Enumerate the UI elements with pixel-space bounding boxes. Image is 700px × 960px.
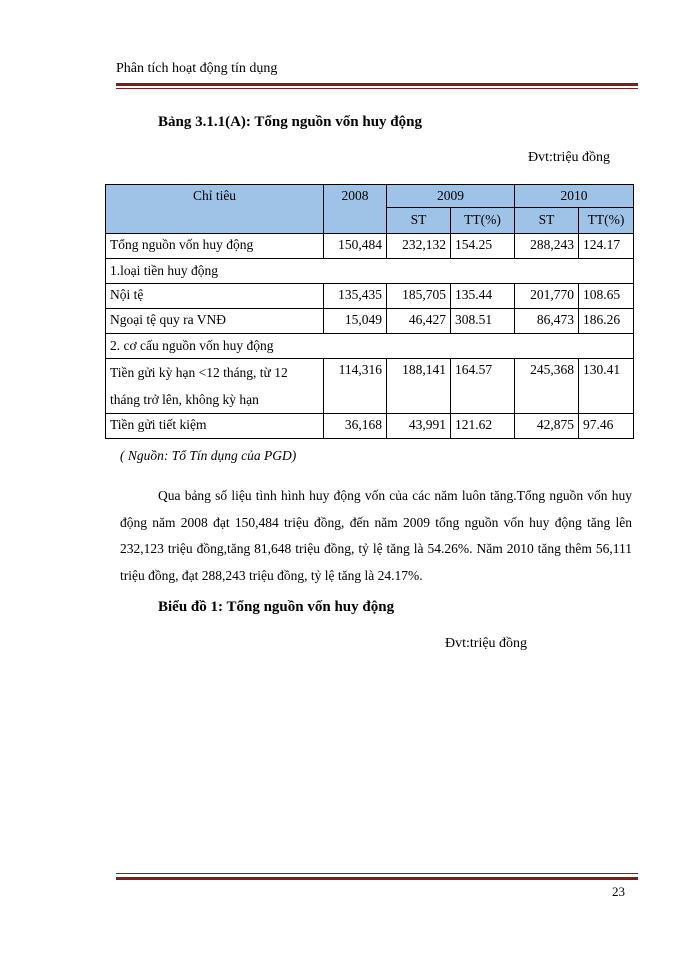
cell-st-2010: 42,875 xyxy=(515,414,579,439)
table-header-row xyxy=(106,185,634,208)
row-label: Tổng nguồn vốn huy động xyxy=(106,234,324,259)
table-row xyxy=(106,234,634,259)
section-label: 1.loại tiền huy động xyxy=(106,259,634,284)
cell-st-2009: 185,705 xyxy=(387,284,451,309)
cell-st-2010: 201,770 xyxy=(515,284,579,309)
row-label: Nội tệ xyxy=(106,284,324,309)
cell-tt-2009: 154.25 xyxy=(451,234,515,259)
cell-tt-2009: 121.62 xyxy=(451,414,515,439)
chart-title: Biểu đồ 1: Tổng nguồn vốn huy động xyxy=(158,599,395,615)
page-number: 23 xyxy=(612,884,625,899)
cell-tt-2010: 186.26 xyxy=(579,309,634,334)
row-label: Ngoại tệ quy ra VNĐ xyxy=(106,309,324,334)
table-section-row xyxy=(106,259,634,284)
header-year-2010: 2010 xyxy=(515,185,634,208)
cell-st-2009: 188,141 xyxy=(387,359,451,414)
cell-tt-2010: 108.65 xyxy=(579,284,634,309)
header-st-2009: ST xyxy=(387,208,451,234)
header-rule-thick xyxy=(116,83,638,86)
cell-st-2009: 232,132 xyxy=(387,234,451,259)
cell-tt-2010: 97.46 xyxy=(579,414,634,439)
cell-st-2010: 288,243 xyxy=(515,234,579,259)
header-tt-2010: TT(%) xyxy=(579,208,634,234)
cell-2008: 114,316 xyxy=(324,359,387,414)
chart-unit-label: Đvt:triệu đồng xyxy=(445,636,528,651)
table-row xyxy=(106,309,634,334)
running-header: Phân tích hoạt động tín dụng xyxy=(116,61,278,76)
footer-rule-thick xyxy=(116,877,638,880)
cell-2008: 15,049 xyxy=(324,309,387,334)
cell-st-2009: 46,427 xyxy=(387,309,451,334)
cell-2008: 150,484 xyxy=(324,234,387,259)
header-st-2010: ST xyxy=(515,208,579,234)
cell-st-2010: 245,368 xyxy=(515,359,579,414)
table-row xyxy=(106,414,634,439)
cell-st-2009: 43,991 xyxy=(387,414,451,439)
table-title: Bảng 3.1.1(A): Tổng nguồn vốn huy động xyxy=(158,114,422,130)
cell-tt-2009: 135.44 xyxy=(451,284,515,309)
cell-2008: 36,168 xyxy=(324,414,387,439)
header-tt-2009: TT(%) xyxy=(451,208,515,234)
section-label: 2. cơ cấu nguồn vốn huy động xyxy=(106,334,634,359)
row-label: Tiền gửi kỳ hạn <12 tháng, từ 12 tháng trở lên, không kỳ hạn xyxy=(106,359,324,414)
table-unit-label: Đvt:triệu đồng xyxy=(528,150,611,165)
footer-rule-thin xyxy=(116,873,638,874)
header-indicator: Chỉ tiêu xyxy=(106,185,324,234)
header-rule-thin xyxy=(116,88,638,89)
cell-tt-2010: 130.41 xyxy=(579,359,634,414)
cell-tt-2009: 164.57 xyxy=(451,359,515,414)
cell-st-2010: 86,473 xyxy=(515,309,579,334)
table-source-note: ( Nguồn: Tổ Tín dụng của PGD) xyxy=(120,448,297,463)
cell-2008: 135,435 xyxy=(324,284,387,309)
body-paragraph: Qua bảng số liệu tình hình huy động vốn của các năm luôn tăng.Tổng nguồn vốn huy động năm 2008 đạt 150,484 triệu đồng, đến năm 2009 tổng nguồn vốn huy động tăng lên 232,123 triệu đồng,tăng 81,648 triệu đồng, tỷ lệ tăng là 54.26%. Năm 2010 tăng thêm 56,111 triệu đồng, đạt 288,243 triệu đồng, tỷ lệ tăng là 24.17%. xyxy=(120,488,632,583)
cell-tt-2009: 308.51 xyxy=(451,309,515,334)
funding-table xyxy=(105,184,634,439)
table-section-row xyxy=(106,334,634,359)
header-year-2009: 2009 xyxy=(387,185,515,208)
cell-tt-2010: 124.17 xyxy=(579,234,634,259)
table-row xyxy=(106,284,634,309)
table-row xyxy=(106,359,634,414)
header-year-2008: 2008 xyxy=(324,185,387,234)
row-label: Tiền gửi tiết kiệm xyxy=(106,414,324,439)
